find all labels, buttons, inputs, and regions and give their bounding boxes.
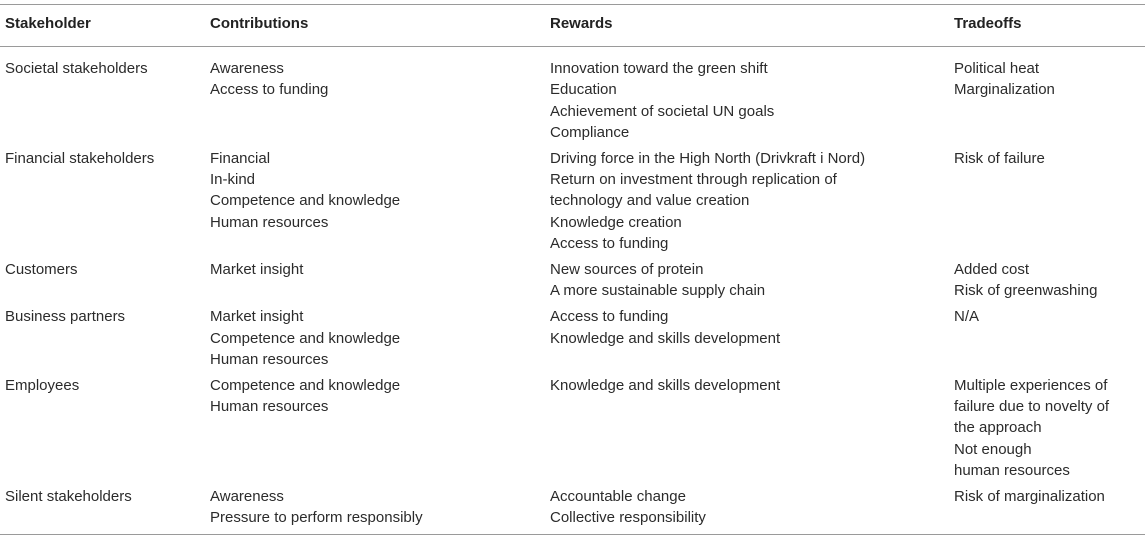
contributions-cell — [205, 143, 545, 254]
header-tradeoffs: Tradeoffs — [949, 5, 1145, 47]
contributions-item: Competence and knowledge — [210, 329, 401, 347]
tradeoffs-cell — [949, 47, 1145, 143]
header-rewards: Rewards — [545, 5, 949, 47]
contributions-item: Market insight — [210, 308, 304, 326]
stakeholder-cell — [0, 481, 205, 535]
tradeoffs-cell — [949, 370, 1145, 481]
table-body — [0, 47, 1145, 535]
rewards-item: Compliance — [550, 123, 630, 141]
contributions-cell — [205, 301, 545, 370]
rewards-item: Knowledge and skills development — [550, 329, 781, 347]
contributions-item: Competence and knowledge — [210, 192, 401, 210]
contributions-item: Human resources — [210, 350, 329, 368]
table-header — [0, 5, 1145, 47]
rewards-item: Driving force in the High North (Drivkraft i Nord) — [550, 150, 866, 168]
rewards-cell — [545, 370, 949, 481]
rewards-item: A more sustainable supply chain — [550, 282, 766, 300]
tradeoffs-cell — [949, 301, 1145, 370]
tradeoffs-cell — [949, 481, 1145, 535]
rewards-item: Achievement of societal UN goals — [550, 102, 775, 120]
header-stakeholder: Stakeholder — [0, 5, 205, 47]
rewards-item: Education — [550, 81, 617, 99]
contributions-item: In-kind — [210, 171, 256, 189]
contributions-item: Pressure to perform responsibly — [210, 509, 423, 527]
tradeoffs-cell — [949, 254, 1145, 301]
table-row — [0, 143, 1145, 254]
tradeoffs-item: Risk of marginalization — [954, 488, 1105, 506]
rewards-item: Knowledge and skills development — [550, 377, 781, 395]
stakeholder-cell — [0, 254, 205, 301]
tradeoffs-cell — [949, 143, 1145, 254]
stakeholder-label: Silent stakeholders — [5, 488, 132, 506]
tradeoffs-item: human resources — [954, 461, 1070, 479]
rewards-cell — [545, 254, 949, 301]
stakeholder-cell — [0, 143, 205, 254]
stakeholder-cell — [0, 47, 205, 143]
header-row — [0, 5, 1145, 47]
rewards-item: Innovation toward the green shift — [550, 60, 768, 78]
contributions-item: Market insight — [210, 261, 304, 279]
contributions-item: Human resources — [210, 213, 329, 231]
rewards-item: Access to funding — [550, 308, 669, 326]
contributions-item: Financial — [210, 150, 271, 168]
rewards-item: Access to funding — [550, 234, 669, 252]
table-row — [0, 301, 1145, 370]
rewards-item: Return on investment through replication of — [550, 171, 837, 189]
contributions-item: Access to funding — [210, 81, 329, 99]
rewards-cell — [545, 47, 949, 143]
contributions-item: Awareness — [210, 60, 284, 78]
stakeholder-label: Business partners — [5, 308, 126, 326]
contributions-item: Awareness — [210, 488, 284, 506]
rewards-cell — [545, 301, 949, 370]
tradeoffs-item: failure due to novelty of — [954, 398, 1110, 416]
tradeoffs-item: Marginalization — [954, 81, 1055, 99]
table-row — [0, 47, 1145, 143]
table-row — [0, 481, 1145, 535]
stakeholder-label: Societal stakeholders — [5, 60, 148, 78]
rewards-cell — [545, 143, 949, 254]
tradeoffs-item: the approach — [954, 419, 1042, 437]
table-row — [0, 254, 1145, 301]
rewards-item: technology and value creation — [550, 192, 750, 210]
contributions-item: Competence and knowledge — [210, 377, 401, 395]
contributions-cell — [205, 254, 545, 301]
contributions-cell — [205, 481, 545, 535]
rewards-item: Collective responsibility — [550, 509, 706, 527]
tradeoffs-item: Risk of greenwashing — [954, 282, 1098, 300]
tradeoffs-item: Risk of failure — [954, 150, 1045, 168]
contributions-item: Human resources — [210, 398, 329, 416]
tradeoffs-item: Added cost — [954, 261, 1030, 279]
tradeoffs-item: Not enough — [954, 440, 1032, 458]
contributions-cell — [205, 47, 545, 143]
tradeoffs-item: Multiple experiences of — [954, 377, 1108, 395]
stakeholder-table — [0, 4, 1145, 535]
stakeholder-label: Employees — [5, 377, 80, 395]
tradeoffs-item: N/A — [954, 308, 980, 326]
stakeholder-label: Customers — [5, 261, 78, 279]
rewards-item: Accountable change — [550, 488, 686, 506]
rewards-cell — [545, 481, 949, 535]
rewards-item: Knowledge creation — [550, 213, 682, 231]
stakeholder-cell — [0, 301, 205, 370]
stakeholder-cell — [0, 370, 205, 481]
stakeholder-label: Financial stakeholders — [5, 150, 155, 168]
table-row — [0, 370, 1145, 481]
tradeoffs-item: Political heat — [954, 60, 1040, 78]
contributions-cell — [205, 370, 545, 481]
rewards-item: New sources of protein — [550, 261, 704, 279]
header-contributions: Contributions — [205, 5, 545, 47]
